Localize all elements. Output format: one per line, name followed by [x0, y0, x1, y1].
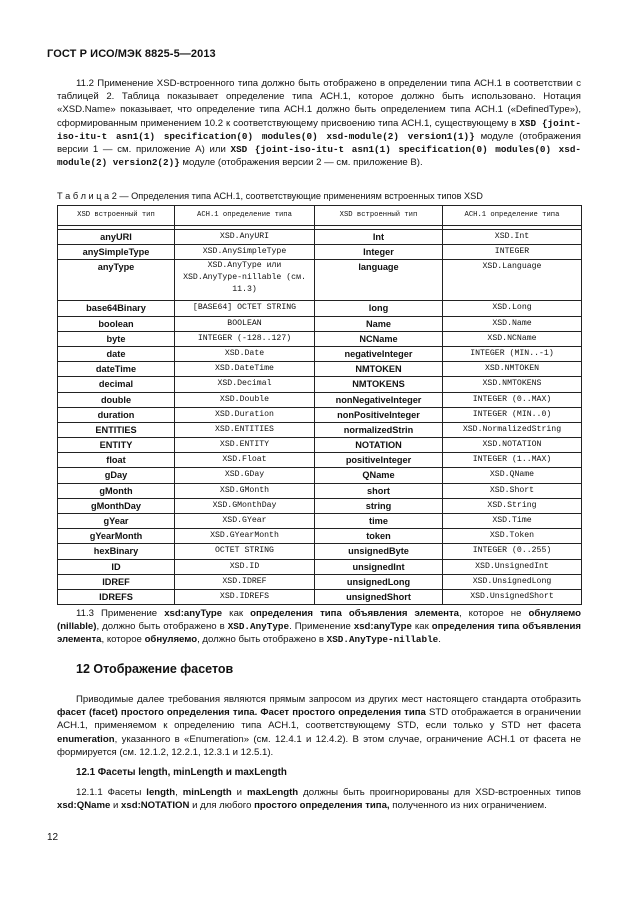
text: 12.1.1 Фасеты — [76, 787, 147, 798]
text: , должно быть отображено в — [197, 634, 327, 646]
asn1-definition-cell: INTEGER (0..MAX) — [443, 392, 582, 407]
asn1-definition-cell: XSD.AnyURI — [175, 230, 315, 245]
asn1-definition-cell: XSD.Short — [443, 483, 582, 498]
text: , которое не — [458, 608, 529, 619]
table-row — [58, 559, 582, 574]
asn1-definition-cell: XSD.Long — [443, 301, 582, 316]
table-row — [58, 453, 582, 468]
asn1-definition-cell: XSD.AnySimpleType — [175, 245, 315, 260]
paragraph-11-3 — [57, 607, 581, 647]
text: и для любого — [189, 800, 255, 812]
xsd-type-cell: positiveInteger — [315, 453, 443, 468]
code: XSD.AnyType — [227, 621, 290, 633]
asn1-definition-cell: INTEGER (MIN..-1) — [443, 346, 582, 361]
asn1-definition-cell: XSD.Double — [175, 392, 315, 407]
text: , указанного в «Enumeration» (см. 12.4.1 и 12.4.2). В этом случае, ограничение АСН.1 от фасета не формируется (см. 12.1.2, 12.2.1, 12.3.1 и 12.5.1). — [57, 733, 581, 758]
table-row — [58, 362, 582, 377]
table-caption: Т а б л и ц а 2 — Определения типа АСН.1, соответствующие применениям встроенных типов XSD — [57, 191, 483, 201]
text: , должно быть отображено в — [96, 621, 228, 633]
asn1-definition-cell: XSD.NormalizedString — [443, 422, 582, 437]
xsd-type-cell: float — [58, 453, 175, 468]
text: . Применение — [289, 621, 354, 633]
term: определения типа объявления элемента — [250, 608, 459, 619]
xsd-type-cell: time — [315, 514, 443, 529]
text: . — [438, 634, 441, 646]
xsd-type-cell: double — [58, 392, 175, 407]
column-header: АСН.1 определение типа — [443, 206, 582, 226]
xsd-type-cell: anyURI — [58, 230, 175, 245]
xsd-type-cell: gMonth — [58, 483, 175, 498]
asn1-definition-cell: XSD.Float — [175, 453, 315, 468]
table-row — [58, 422, 582, 437]
xsd-type-cell: ENTITY — [58, 438, 175, 453]
asn1-definition-cell: XSD.GMonth — [175, 483, 315, 498]
xsd-type-cell: byte — [58, 331, 175, 346]
xsd-type-cell: gDay — [58, 468, 175, 483]
xsd-type-cell: duration — [58, 407, 175, 422]
asn1-definition-cell: XSD.GYear — [175, 514, 315, 529]
asn1-definition-cell: XSD.NMTOKENS — [443, 377, 582, 392]
xsd-type-cell: IDREF — [58, 574, 175, 589]
table-header-row — [58, 206, 582, 226]
asn1-definition-cell: XSD.GMonthDay — [175, 498, 315, 513]
asn1-definition-cell: BOOLEAN — [175, 316, 315, 331]
section-heading-12: 12 Отображение фасетов — [76, 662, 234, 676]
xsd-type-cell: unsignedByte — [315, 544, 443, 559]
xsd-type-cell: string — [315, 498, 443, 513]
xsd-type-cell: gYear — [58, 514, 175, 529]
term: minLength — [182, 787, 232, 798]
text: 11.3 Применение — [76, 608, 165, 619]
table-row — [58, 407, 582, 422]
table-row — [58, 230, 582, 245]
subsection-heading-12-1: 12.1 Фасеты length, minLength и maxLength — [76, 767, 287, 778]
document-header: ГОСТ Р ИСО/МЭК 8825-5—2013 — [47, 48, 216, 60]
xsd-type-cell: unsignedInt — [315, 559, 443, 574]
xsd-type-cell: base64Binary — [58, 301, 175, 316]
asn1-definition-cell: XSD.UnsignedLong — [443, 574, 582, 589]
asn1-definition-cell: XSD.String — [443, 498, 582, 513]
xsd-type-cell: anyType — [58, 260, 175, 301]
text: и — [110, 800, 122, 812]
xsd-type-cell: long — [315, 301, 443, 316]
asn1-definition-cell: XSD.Date — [175, 346, 315, 361]
asn1-definition-cell: XSD.Time — [443, 514, 582, 529]
asn1-definition-cell: INTEGER (1..MAX) — [443, 453, 582, 468]
xsd-type-cell: NOTATION — [315, 438, 443, 453]
asn1-definition-cell: INTEGER (0..255) — [443, 544, 582, 559]
term: xsd:anyType — [164, 608, 223, 619]
asn1-definition-cell: XSD.IDREFS — [175, 589, 315, 604]
asn1-definition-cell: XSD.ENTITY — [175, 438, 315, 453]
paragraph-11-2 — [57, 77, 581, 169]
asn1-definition-cell: XSD.Language — [443, 260, 582, 301]
column-header: АСН.1 определение типа — [175, 206, 315, 226]
table-row — [58, 316, 582, 331]
text: модуле (отображения версии 2 — см. приложение В). — [179, 157, 423, 169]
table-row — [58, 346, 582, 361]
xsd-type-cell: ID — [58, 559, 175, 574]
xsd-type-cell: unsignedLong — [315, 574, 443, 589]
asn1-definition-cell: XSD.DateTime — [175, 362, 315, 377]
asn1-definition-cell: XSD.UnsignedInt — [443, 559, 582, 574]
table-row — [58, 544, 582, 559]
table-row — [58, 260, 582, 301]
text: , которое — [101, 634, 145, 646]
xsd-type-cell: QName — [315, 468, 443, 483]
asn1-definition-cell: [BASE64] OCTET STRING — [175, 301, 315, 316]
term: простого определения типа, — [254, 800, 390, 812]
code: XSD.AnyType-nillable — [326, 634, 439, 646]
xsd-type-cell: NCName — [315, 331, 443, 346]
page-number: 12 — [47, 832, 59, 843]
term: length — [146, 787, 176, 798]
asn1-definition-cell: XSD.GDay — [175, 468, 315, 483]
module-ref-v2: XSD {joint-iso-itu-t asn1(1) specification(0) modules(0) xsd-module(2) version2(2)} — [57, 144, 581, 169]
term: фасет (facet) простого определения типа. — [57, 707, 258, 719]
text: STD отображается в ограничении АСН.1, применяемом к определению типа АСН.1, соответствующему STD, если только у STD нет фасета — [57, 707, 581, 732]
table-row — [58, 245, 582, 260]
table-row — [58, 589, 582, 604]
asn1-definition-cell: OCTET STRING — [175, 544, 315, 559]
table-row — [58, 529, 582, 544]
asn1-definition-cell: XSD.IDREF — [175, 574, 315, 589]
table-row — [58, 331, 582, 346]
asn1-definition-cell: XSD.Token — [443, 529, 582, 544]
xsd-type-cell: ENTITIES — [58, 422, 175, 437]
term: xsd:QName — [57, 800, 111, 812]
text: как — [411, 621, 432, 633]
asn1-definition-cell: XSD.QName — [443, 468, 582, 483]
term: Фасет простого определения типа — [260, 707, 426, 719]
asn1-definition-cell: XSD.NMTOKEN — [443, 362, 582, 377]
table-row — [58, 438, 582, 453]
xsd-type-cell: gYearMonth — [58, 529, 175, 544]
table-row — [58, 498, 582, 513]
table-row — [58, 392, 582, 407]
table-row — [58, 377, 582, 392]
asn1-definition-cell: XSD.Duration — [175, 407, 315, 422]
term: enumeration — [57, 733, 115, 745]
xsd-type-cell: token — [315, 529, 443, 544]
table-row — [58, 514, 582, 529]
asn1-definition-cell: INTEGER (MIN..0) — [443, 407, 582, 422]
text: , — [175, 787, 183, 798]
text: и — [231, 787, 247, 798]
asn1-definition-cell: XSD.Decimal — [175, 377, 315, 392]
text: модуле (отображения версии 1 — см. приложение А) или — [57, 130, 581, 156]
text: Приводимые далее требования являются прямым запросом из других мест настоящего стандарта отобразить — [76, 694, 581, 705]
table-row — [58, 468, 582, 483]
asn1-definition-cell: XSD.AnyType или XSD.AnyType-nillable (см. 11.3) — [175, 260, 315, 301]
asn1-definition-cell: XSD.ENTITIES — [175, 422, 315, 437]
xsd-type-cell: gMonthDay — [58, 498, 175, 513]
term: определения типа объявления элемента — [57, 621, 581, 646]
term: xsd:NOTATION — [121, 800, 190, 812]
asn1-definition-cell: XSD.UnsignedShort — [443, 589, 582, 604]
term: обнуляемо (nillable) — [57, 608, 581, 633]
term: maxLength — [246, 787, 299, 798]
xsd-type-cell: NMTOKEN — [315, 362, 443, 377]
xsd-type-cell: decimal — [58, 377, 175, 392]
term: xsd:anyType — [353, 621, 412, 633]
xsd-type-cell: Int — [315, 230, 443, 245]
table-row — [58, 483, 582, 498]
xsd-type-cell: language — [315, 260, 443, 301]
module-ref-v1: XSD {joint-iso-itu-t asn1(1) specification(0) modules(0) xsd-module(2) version1(1)} — [57, 117, 582, 142]
types-table — [57, 205, 582, 605]
text: полученного из них ограничением. — [389, 800, 547, 812]
xsd-type-cell: dateTime — [58, 362, 175, 377]
column-header: XSD встроенный тип — [58, 206, 175, 226]
asn1-definition-cell: XSD.Int — [443, 230, 582, 245]
xsd-type-cell: short — [315, 483, 443, 498]
asn1-definition-cell: XSD.NCName — [443, 331, 582, 346]
table-row — [58, 574, 582, 589]
text: 11.2 Применение XSD-встроенного типа должно быть отображено в определении типа АСН.1 в соответствии с таблицей 2. Таблица показывает определение типа АСН.1, которое должно быть использовано. Нотация «XSD.Name» показывает, что определение типа АСН.1 должно быть определением типа АСН.1 («DefinedType»), сформированным применением 10.2 к соответствующему присвоению типа АСН.1, существующему в — [57, 78, 581, 129]
table-row — [58, 301, 582, 316]
text: как — [222, 608, 251, 619]
asn1-definition-cell: INTEGER (-128..127) — [175, 331, 315, 346]
xsd-type-cell: boolean — [58, 316, 175, 331]
paragraph-12-1-1 — [57, 786, 581, 812]
xsd-type-cell: nonNegativeInteger — [315, 392, 443, 407]
xsd-type-cell: normalizedStrin — [315, 422, 443, 437]
asn1-definition-cell: XSD.Name — [443, 316, 582, 331]
xsd-type-cell: nonPositiveInteger — [315, 407, 443, 422]
asn1-definition-cell: XSD.GYearMonth — [175, 529, 315, 544]
xsd-type-cell: hexBinary — [58, 544, 175, 559]
xsd-type-cell: negativeInteger — [315, 346, 443, 361]
xsd-type-cell: unsignedShort — [315, 589, 443, 604]
asn1-definition-cell: INTEGER — [443, 245, 582, 260]
asn1-definition-cell: XSD.ID — [175, 559, 315, 574]
paragraph-12 — [57, 693, 581, 759]
xsd-type-cell: anySimpleType — [58, 245, 175, 260]
term: обнуляемо — [144, 634, 198, 646]
xsd-type-cell: Name — [315, 316, 443, 331]
text: должны быть проигнорированы для XSD-встроенных типов — [298, 787, 581, 798]
asn1-definition-cell: XSD.NOTATION — [443, 438, 582, 453]
xsd-type-cell: date — [58, 346, 175, 361]
xsd-type-cell: Integer — [315, 245, 443, 260]
xsd-type-cell: IDREFS — [58, 589, 175, 604]
xsd-type-cell: NMTOKENS — [315, 377, 443, 392]
column-header: XSD встроенный тип — [315, 206, 443, 226]
table-body — [58, 226, 582, 605]
